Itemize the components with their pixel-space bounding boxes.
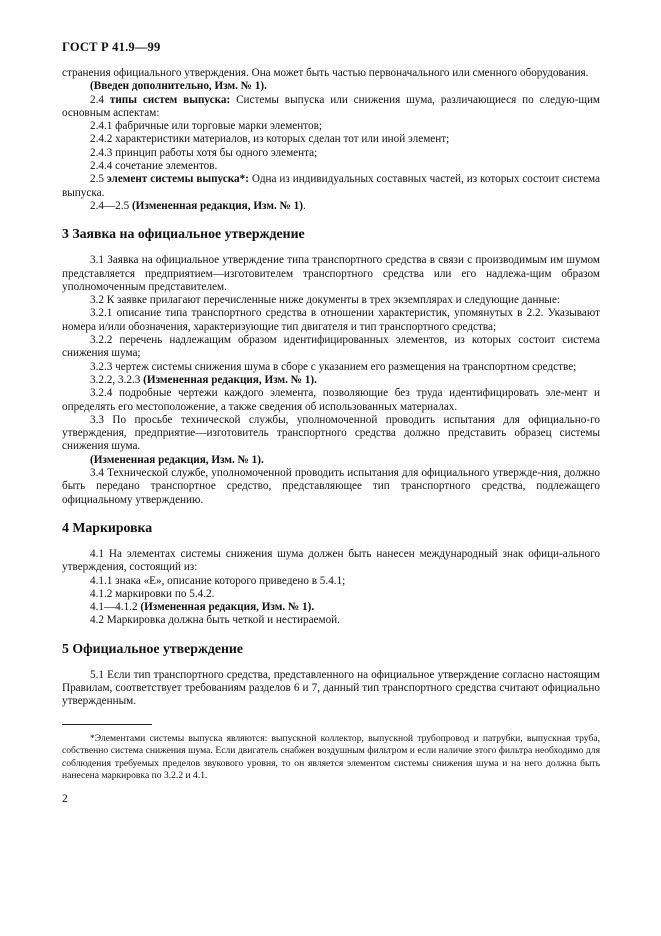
amendment-note: 4.1—4.1.2 (Измененная редакция, Изм. № 1).	[90, 601, 315, 614]
page-number: 2	[62, 792, 68, 805]
clause-2-4-4: 2.4.4 сочетание элементов.	[90, 160, 218, 173]
clause-2-5: 2.5 элемент системы выпуска*: Одна из индивидуальных составных частей, из которых состоит система выпуска.	[62, 173, 600, 199]
clause-3-3: 3.3 По просьбе технической службы, уполномоченной проводить испытания для официально-го утверждения, предприятие—изготовитель транспортного средства должно представить образец системы снижения шума.	[62, 413, 600, 453]
clause-2-4-1: 2.4.1 фабричные или торговые марки элементов;	[90, 120, 322, 133]
clause-4-1-2: 4.1.2 маркировки по 5.4.2.	[90, 587, 215, 600]
amendment-note: (Введен дополнительно, Изм. № 1).	[90, 80, 267, 93]
clause-4-2: 4.2 Маркировка должна быть четкой и нестираемой.	[90, 614, 340, 627]
clause-4-1-1: 4.1.1 знака «Е», описание которого приведено в 5.4.1;	[90, 574, 346, 587]
clause-3-2-1: 3.2.1 описание типа транспортного средства в отношении характеристик, упомянутых в 2.2. Указывают номера и/или обозначения, характеризующие тип двигателя и тип транспортного средства;	[62, 307, 600, 333]
clause-3-4: 3.4 Технической службе, уполномоченной проводить испытания для официального утвержде-ния, должно быть передано транспортное средство, представляющее тип транспортного средства, подлежащего официальному утверждению.	[62, 467, 600, 506]
amendment-note: (Измененная редакция, Изм. № 1).	[90, 453, 264, 466]
clause-2-4-3: 2.4.3 принцип работы хотя бы одного элемента;	[90, 146, 318, 159]
clause-5-1: 5.1 Если тип транспортного средства, представленного на официальное утверждение согласно настоящим Правилам, соответствует требованиям разделов 6 и 7, данный тип транспортного средства считают официально утвержденным.	[62, 668, 600, 708]
clause-3-2: 3.2 К заявке прилагают перечисленные ниже документы в трех экземплярах и следующие данные:	[90, 294, 561, 307]
document-header: ГОСТ Р 41.9—99	[62, 40, 161, 54]
clause-2-4-2: 2.4.2 характеристики материалов, из которых сделан тот или иной элемент;	[90, 133, 450, 146]
clause-3-1: 3.1 Заявка на официальное утверждение типа транспортного средства в связи с производимым им шумом представляется предприятием—изготовителем транспортного средства или его надлежа-щим образом уполномоченным представителем.	[62, 254, 600, 293]
clause-3-2-2: 3.2.2 перечень надлежащим образом идентифицированных элементов, из которых состоит система снижения шума;	[62, 334, 600, 360]
clause-2-4: 2.4 типы систем выпуска: Системы выпуска или снижения шума, различающиеся по следую-щим основным аспектам:	[62, 93, 601, 119]
footnote-divider	[62, 724, 152, 725]
clause-3-2-4: 3.2.4 подробные чертежи каждого элемента, позволяющие без труда идентифицировать эле-мент и определять его местоположение, а также сведения об использованных материалах.	[62, 387, 600, 413]
section-heading-3: 3 Заявка на официальное утверждение	[62, 226, 305, 242]
section-heading-4: 4 Маркировка	[62, 519, 153, 535]
section-heading-5: 5 Официальное утверждение	[62, 640, 244, 656]
document-page	[62, 40, 600, 805]
amendment-note: 2.4—2.5 (Измененная редакция, Изм. № 1).	[90, 199, 306, 212]
amendment-note: 3.2.2, 3.2.3 (Измененная редакция, Изм. № 1).	[90, 373, 317, 386]
footnote: *Элементами системы выпуска являются: выпускной коллектор, выпускной трубопровод и патрубки, выпускная труба, собственно система снижения шума. Если двигатель снабжен воздушным фильтром и если наличие этого фильтра необходимо для соблюдения требуемых пределов звукового уровня, то он является элементом системы снижения шума и на него должна быть нанесена маркировка по 3.2.2 и 4.1.	[62, 732, 600, 782]
clause-3-2-3: 3.2.3 чертеж системы снижения шума в сборе с указанием его размещения на транспортном средстве;	[90, 360, 577, 373]
paragraph-intro: странения официального утверждения. Она может быть частью первоначального или сменного оборудования.	[62, 67, 589, 79]
clause-4-1: 4.1 На элементах системы снижения шума должен быть нанесен международный знак офици-ального утверждения, состоящий из:	[62, 547, 600, 574]
